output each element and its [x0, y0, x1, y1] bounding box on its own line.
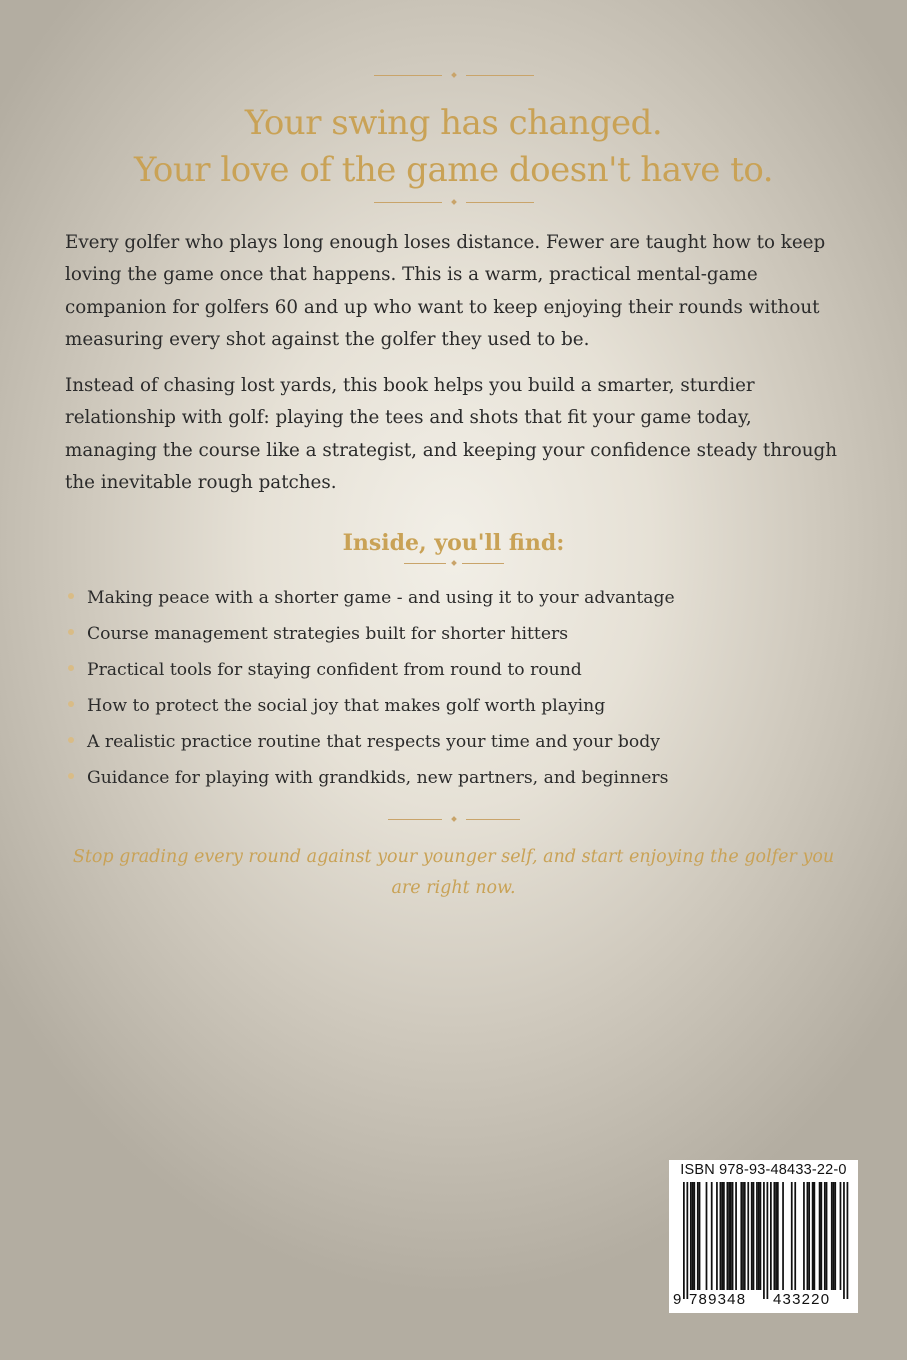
- barcode-bar: [683, 1182, 685, 1299]
- closing-divider: [0, 817, 907, 821]
- barcode-digit-prefix: 9: [673, 1291, 682, 1308]
- top-divider: [0, 73, 907, 77]
- headline-line-2: Your love of the game doesn't have to.: [133, 150, 774, 190]
- barcode-bar: [730, 1182, 732, 1290]
- divider-line: [374, 75, 442, 76]
- barcode-bar: [770, 1182, 772, 1290]
- subhead-divider: [0, 561, 907, 565]
- barcode-bar: [716, 1182, 718, 1290]
- divider-line: [462, 563, 504, 564]
- list-item: [66, 620, 846, 656]
- divider-diamond: [451, 72, 457, 78]
- barcode-bar: [843, 1182, 845, 1299]
- barcode-bar: [686, 1182, 688, 1299]
- list-item: [66, 656, 846, 692]
- inside-heading: Inside, you'll find:: [342, 530, 565, 556]
- barcode-bar: [847, 1182, 849, 1299]
- divider-diamond: [451, 816, 457, 822]
- barcode-bar: [777, 1182, 779, 1290]
- barcode-bar: [732, 1182, 734, 1290]
- barcode-bar: [831, 1182, 833, 1290]
- barcode-bar: [706, 1182, 708, 1290]
- isbn-label: ISBN 978-93-48433-22-0: [680, 1162, 847, 1178]
- bullet-dot: [68, 593, 74, 599]
- barcode-digits: [669, 1291, 858, 1311]
- barcode-bar: [699, 1182, 701, 1290]
- barcode-bar: [693, 1182, 695, 1290]
- bullet-dot: [68, 629, 74, 635]
- barcode-bar: [782, 1182, 784, 1290]
- feature-list: [66, 584, 846, 800]
- barcode-bar: [753, 1182, 755, 1290]
- barcode-bar: [744, 1182, 746, 1290]
- barcode-bar: [742, 1182, 744, 1290]
- divider-line: [374, 202, 442, 203]
- barcode-bar: [767, 1182, 769, 1299]
- bullet-dot: [68, 665, 74, 671]
- closing-tagline: Stop grading every round against your younger self, and start enjoying the golfer you are right now.: [72, 847, 835, 898]
- barcode-bar: [740, 1182, 742, 1290]
- barcode-bar: [775, 1182, 777, 1290]
- isbn-barcode: [669, 1160, 858, 1313]
- barcode-bar: [735, 1182, 737, 1290]
- divider-line: [404, 563, 446, 564]
- barcode-bar: [690, 1182, 692, 1290]
- list-item-text: Guidance for playing with grandkids, new partners, and beginners: [87, 768, 669, 788]
- barcode-bar: [820, 1182, 822, 1290]
- list-item: [66, 764, 846, 800]
- barcode-bar: [833, 1182, 835, 1290]
- headline: [0, 100, 907, 194]
- barcode-bar: [747, 1182, 749, 1290]
- barcode-bar: [756, 1182, 758, 1290]
- divider-line: [466, 819, 520, 820]
- bullet-dot: [68, 701, 74, 707]
- barcode-digits-left: 789348: [689, 1291, 747, 1308]
- intro-paragraph: Every golfer who plays long enough loses distance. Fewer are taught how to keep loving the game once that happens. This is a warm, practical mental-game companion for golfers 60 and up who want to keep enjoying their rounds without measuring every shot against the golfer they used to be.: [65, 232, 826, 350]
- list-item: [66, 584, 846, 620]
- barcode-bar: [840, 1182, 842, 1290]
- barcode-bar: [692, 1182, 694, 1290]
- barcode-bar: [758, 1182, 760, 1290]
- barcode-bar: [727, 1182, 729, 1290]
- barcode-bar: [723, 1182, 725, 1290]
- barcode-bar: [808, 1182, 810, 1290]
- description-paragraph: Instead of chasing lost yards, this book helps you build a smarter, sturdier relationship with golf: playing the tees and shots that fit your game today, managing the course like a strategist, and keeping your confidence steady through the inevitable rough patches.: [65, 375, 837, 493]
- barcode-bar: [773, 1182, 775, 1290]
- list-item-text: A realistic practice routine that respects your time and your body: [87, 732, 660, 752]
- barcode-bar: [824, 1182, 826, 1290]
- list-item: [66, 728, 846, 764]
- barcode-bar: [697, 1182, 699, 1290]
- barcode-bar: [794, 1182, 796, 1290]
- barcode-bar: [807, 1182, 809, 1290]
- divider-line: [388, 819, 442, 820]
- headline-line-1: Your swing has changed.: [244, 103, 663, 143]
- divider-diamond: [451, 199, 457, 205]
- barcode-bar: [760, 1182, 762, 1290]
- barcode-bar: [728, 1182, 730, 1290]
- barcode-bar: [834, 1182, 836, 1290]
- barcode-bar: [814, 1182, 816, 1290]
- list-item-text: How to protect the social joy that makes golf worth playing: [87, 696, 606, 716]
- divider-line: [466, 75, 534, 76]
- bullet-dot: [68, 737, 74, 743]
- barcode-bar: [826, 1182, 828, 1290]
- bullet-dot: [68, 773, 74, 779]
- barcode-bar: [751, 1182, 753, 1290]
- barcode-digits-right: 433220: [773, 1291, 831, 1308]
- list-item-text: Course management strategies built for shorter hitters: [87, 624, 569, 644]
- barcode-bar: [791, 1182, 793, 1290]
- barcode-bar: [819, 1182, 821, 1290]
- list-item-text: Practical tools for staying confident from round to round: [87, 660, 582, 680]
- barcode-bar: [711, 1182, 713, 1290]
- list-item-text: Making peace with a shorter game - and using it to your advantage: [87, 588, 675, 608]
- barcode-bar: [812, 1182, 814, 1290]
- list-item: [66, 692, 846, 728]
- barcode-bar: [721, 1182, 723, 1290]
- barcode-bar: [803, 1182, 805, 1290]
- headline-divider: [0, 200, 907, 204]
- divider-diamond: [451, 560, 457, 566]
- barcode-bar: [720, 1182, 722, 1290]
- divider-line: [466, 202, 534, 203]
- barcode-bar: [763, 1182, 765, 1299]
